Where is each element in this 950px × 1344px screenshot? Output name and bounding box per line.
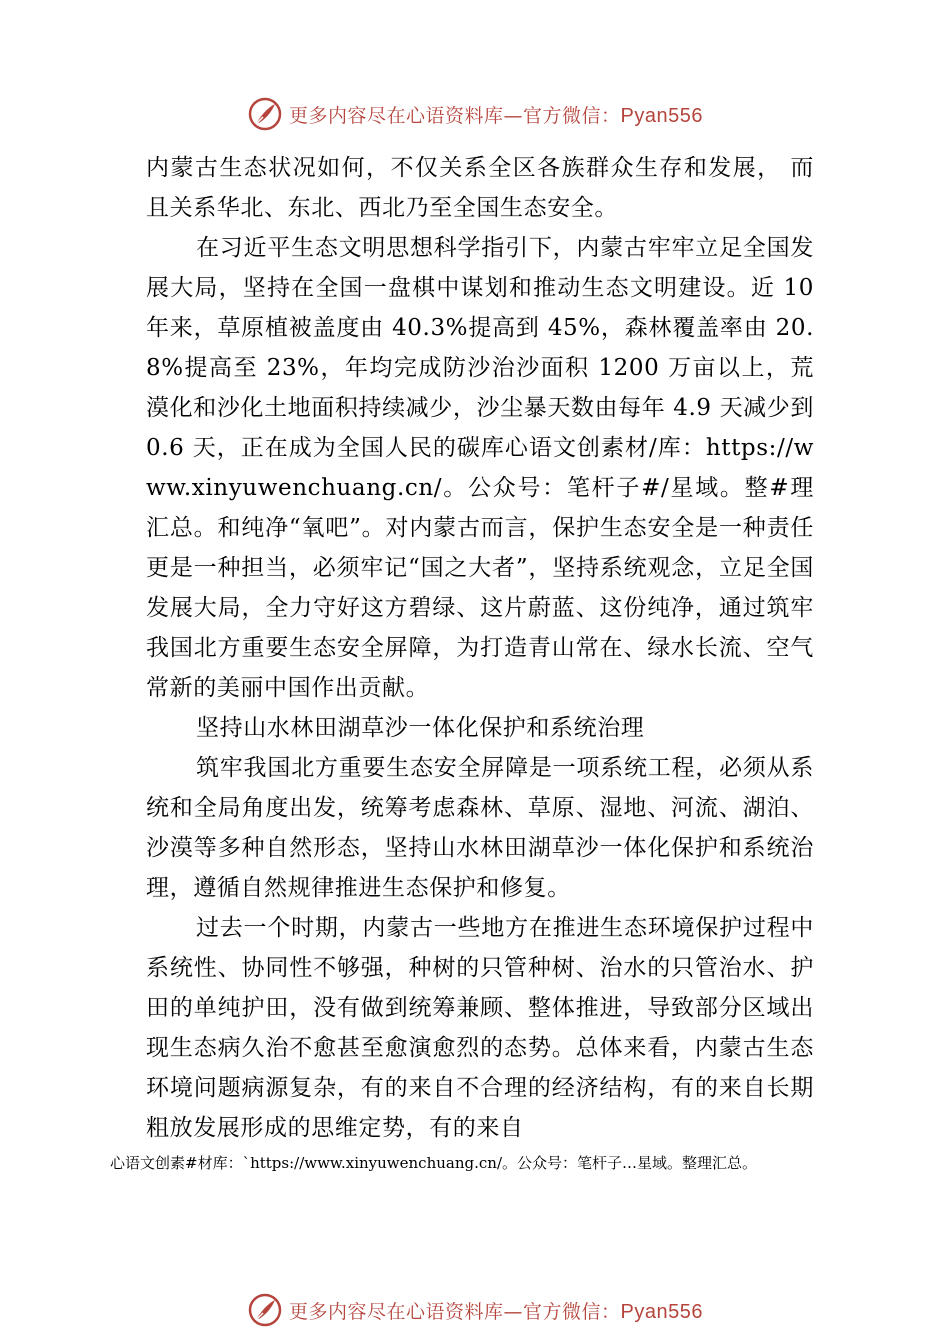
- document-body: [146, 148, 814, 1148]
- header-brand-text: [289, 1297, 703, 1324]
- paragraph-4: 过去一个时期，内蒙古一些地方在推进生态环境保护过程中系统性、协同性不够强，种树的只管种树、治水的只管治水、护田的单纯护田，没有做到统筹兼顾、整体推进，导致部分区域出现生态病久治不愈甚至愈演愈烈的态势。总体来看，内蒙古生态环境问题病源复杂，有的来自不合理的经济结构，有的来自长期粗放发展形成的思维定势，有的来自: [146, 915, 814, 1141]
- wechat-id: Pyan556: [620, 1300, 703, 1323]
- page-header-bottom: [0, 1290, 950, 1330]
- page-header-top: [0, 94, 950, 134]
- footer-note: 心语文创素#材库：`https://www.xinyuwenchuang.cn/。公众号：笔杆子…星域。整理汇总。: [110, 1154, 757, 1172]
- wechat-id: Pyan556: [620, 104, 703, 127]
- paragraph-3: 筑牢我国北方重要生态安全屏障是一项系统工程，必须从系统和全局角度出发，统筹考虑森林、草原、湿地、河流、湖泊、沙漠等多种自然形态，坚持山水林田湖草沙一体化保护和系统治理，遵循自然规律推进生态保护和修复。: [146, 755, 814, 901]
- quill-logo-icon: [247, 1292, 283, 1328]
- brand-text: 更多内容尽在心语资料库—官方微信：: [289, 104, 621, 127]
- brand-text: 更多内容尽在心语资料库—官方微信：: [289, 1300, 621, 1323]
- paragraph-1: 内蒙古生态状况如何，不仅关系全区各族群众生存和发展， 而且关系华北、东北、西北乃至全国生态安全。: [146, 155, 814, 221]
- header-brand-text: [289, 101, 703, 128]
- quill-logo-icon: [247, 96, 283, 132]
- paragraph-2: 在习近平生态文明思想科学指引下，内蒙古牢牢立足全国发展大局，坚持在全国一盘棋中谋划和推动生态文明建设。近 10 年来，草原植被盖度由 40.3%提高到 45%，森林覆盖率由 20.8%提高至 23%，年均完成防沙治沙面积 1200 万亩以上，荒漠化和沙化土地面积持续减少，沙尘暴天数由每年 4.9 天减少到 0.6 天，正在成为全国人民的碳库心语文创素材/库：https://www.xinyuwenchuang.cn/。公众号：笔杆子#/星域。整#理汇总。和纯净“氧吧”。对内蒙古而言，保护生态安全是一种责任更是一种担当，必须牢记“国之大者”，坚持系统观念，立足全国发展大局，全力守好这方碧绿、这片蔚蓝、这份纯净，通过筑牢我国北方重要生态安全屏障，为打造青山常在、绿水长流、空气常新的美丽中国作出贡献。: [146, 235, 814, 701]
- section-heading: 坚持山水林田湖草沙一体化保护和系统治理: [196, 715, 645, 741]
